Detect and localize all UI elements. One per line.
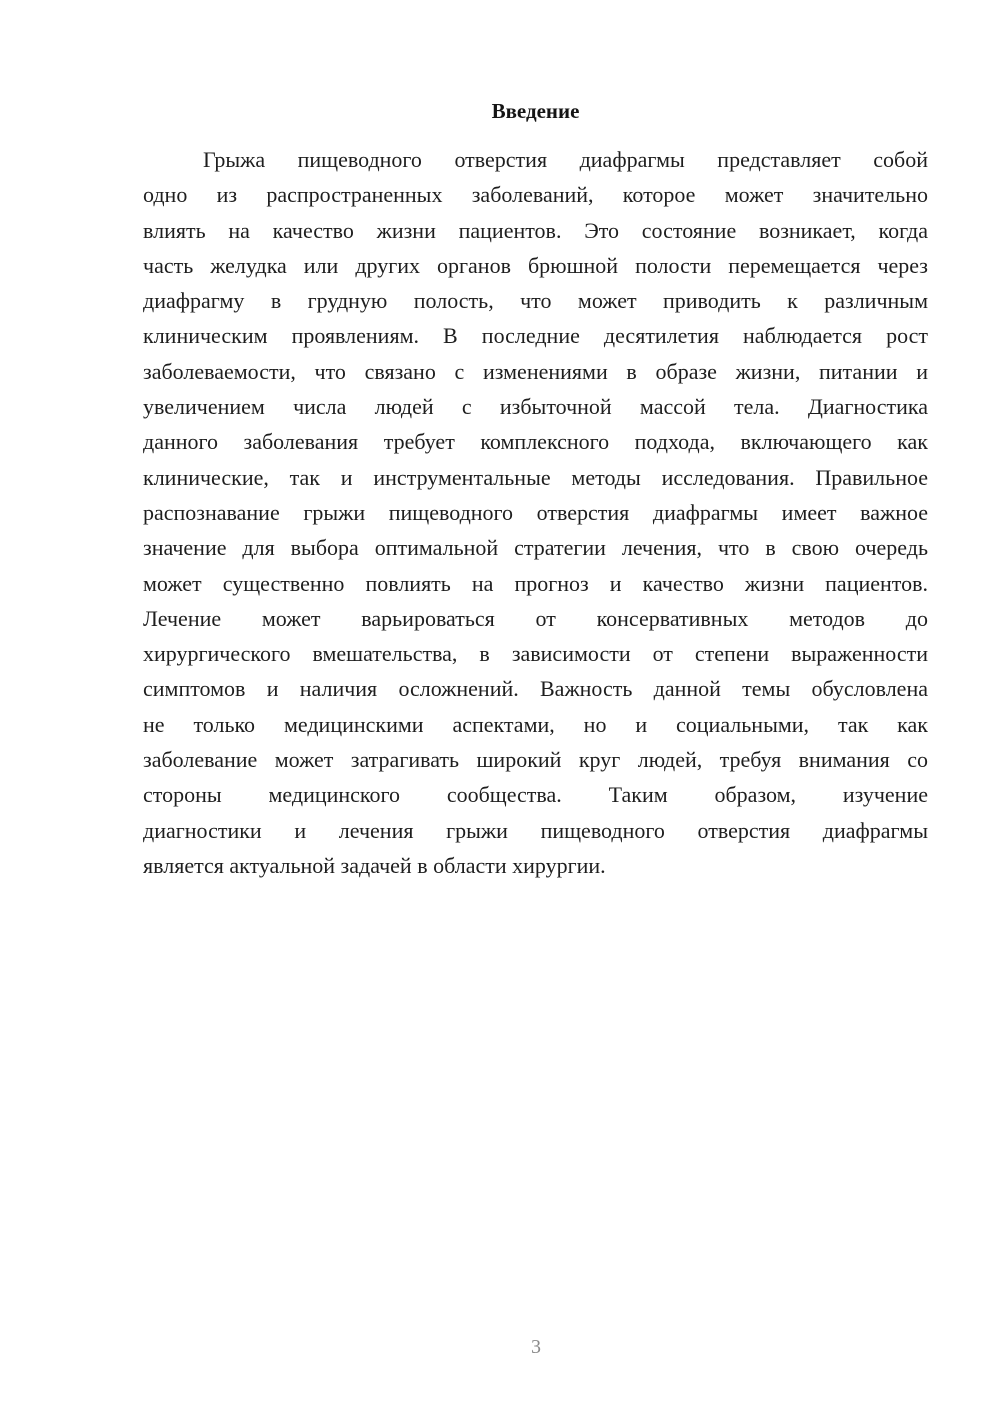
paragraph-line: может существенно повлиять на прогноз и качество жизни пациентов.	[143, 570, 928, 596]
page-number: 3	[531, 1336, 541, 1358]
paragraph-line: хирургического вмешательства, в зависимости от степени выраженности	[143, 641, 928, 667]
paragraph-line: не только медицинскими аспектами, но и социальными, так как	[143, 711, 928, 737]
paragraph-line: Лечение может варьироваться от консервативных методов до	[143, 605, 928, 631]
paragraph-line: стороны медицинского сообщества. Таким образом, изучение	[143, 782, 928, 808]
paragraph-line: одно из распространенных заболеваний, которое может значительно	[143, 182, 928, 208]
paragraph-line: диафрагму в грудную полость, что может приводить к различным	[143, 288, 928, 314]
paragraph-line: распознавание грыжи пищеводного отверстия диафрагмы имеет важное	[143, 499, 928, 525]
paragraph-line: клинические, так и инструментальные методы исследования. Правильное	[143, 464, 928, 490]
paragraph-line: заболевание может затрагивать широкий круг людей, требуя внимания со	[143, 747, 928, 773]
body-paragraph	[143, 142, 928, 883]
paragraph-line: увеличением числа людей с избыточной массой тела. Диагностика	[143, 394, 928, 420]
paragraph-line: часть желудка или других органов брюшной полости перемещается через	[143, 252, 928, 278]
paragraph-line: влиять на качество жизни пациентов. Это состояние возникает, когда	[143, 217, 928, 243]
section-heading: Введение	[491, 99, 580, 123]
paragraph-line: заболеваемости, что связано с изменениями в образе жизни, питании и	[143, 358, 928, 384]
paragraph-line: симптомов и наличия осложнений. Важность данной темы обусловлена	[143, 676, 928, 702]
paragraph-line: Грыжа пищеводного отверстия диафрагмы представляет собой	[203, 147, 928, 172]
paragraph-line: диагностики и лечения грыжи пищеводного отверстия диафрагмы	[143, 817, 928, 843]
paragraph-line: клиническим проявлениям. В последние десятилетия наблюдается рост	[143, 323, 928, 349]
paragraph-line: данного заболевания требует комплексного подхода, включающего как	[143, 429, 928, 455]
paragraph-line: значение для выбора оптимальной стратегии лечения, что в свою очередь	[143, 535, 928, 561]
paragraph-line: является актуальной задачей в области хирургии.	[143, 852, 606, 878]
